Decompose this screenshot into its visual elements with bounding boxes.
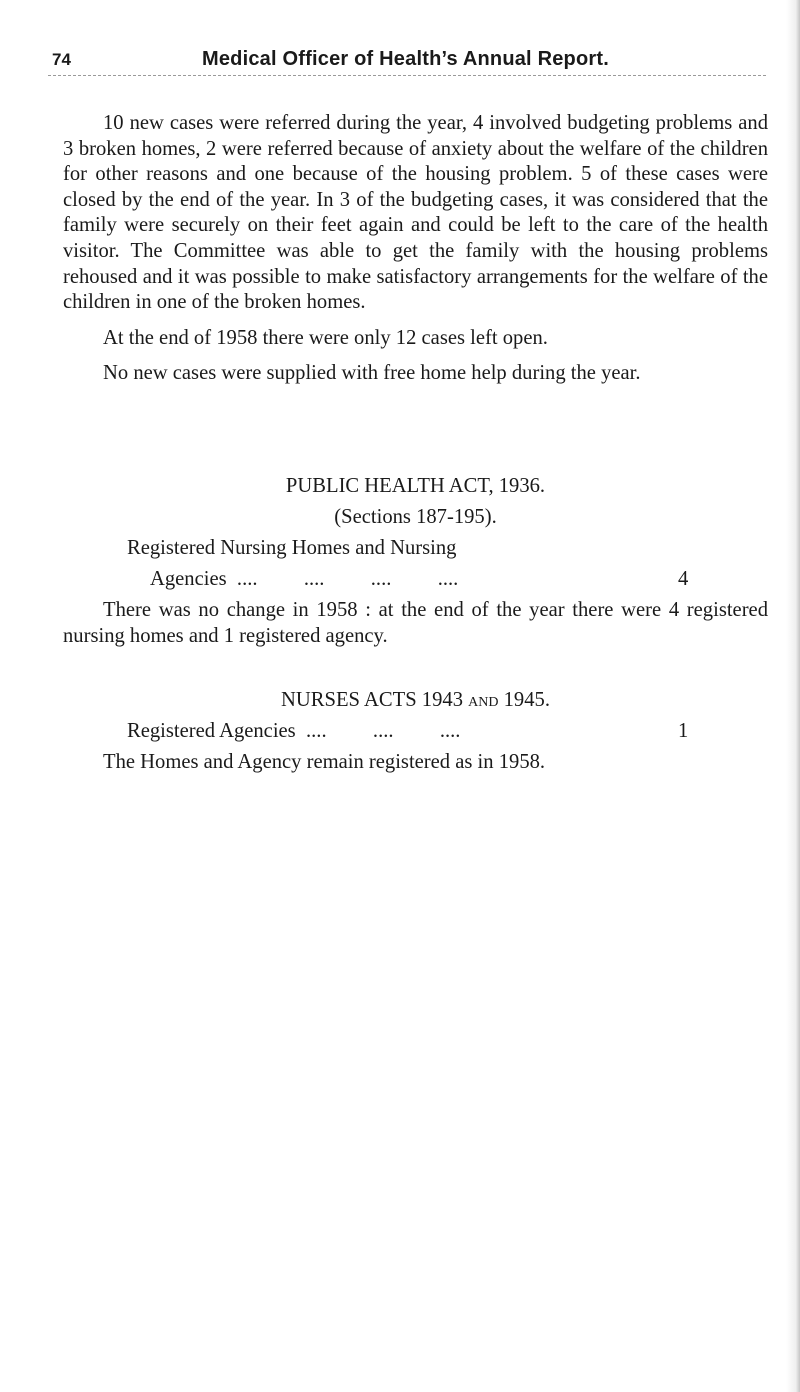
nurses-acts-heading-suffix: 1945.: [498, 689, 550, 711]
nurses-acts-heading: [63, 688, 768, 714]
paragraph-home-help: No new cases were supplied with free home help during the year.: [103, 362, 641, 385]
header-rule: [48, 75, 766, 76]
body-text: [63, 111, 768, 387]
nursing-homes-entry-line1: Registered Nursing Homes and Nursing: [127, 537, 457, 559]
nurses-acts-note: The Homes and Agency remain registered as in 1958.: [103, 751, 546, 773]
nurses-acts-heading-and: and: [468, 689, 499, 711]
paragraph-cases-open: At the end of 1958 there were only 12 cases left open.: [103, 326, 548, 349]
registered-agencies-count: 1: [678, 720, 689, 742]
running-title: Medical Officer of Health’s Annual Report.: [202, 48, 609, 70]
public-health-note: There was no change in 1958 : at the end of the year there were 4 registered nursing homes and 1 registered agency.: [63, 599, 768, 647]
page-edge-shadow: [786, 0, 800, 1392]
nursing-homes-count: 4: [678, 568, 689, 590]
public-health-heading: PUBLIC HEALTH ACT, 1936.: [285, 475, 546, 497]
nurses-acts-heading-prefix: NURSES ACTS 1943: [281, 689, 469, 711]
registered-agencies-entry: Registered Agencies .... .... ....: [127, 720, 461, 742]
paragraph-referred-cases: 10 new cases were referred during the year, 4 involved budgeting problems and 3 broken homes, 2 were referred because of anxiety about the welfare of the children for other reasons and one because of the housing problem. 5 of these cases were closed by the end of the year. In 3 of the budgeting cases, it was considered that the family were securely on their feet again and could be left to the care of the health visitor. The Committee was able to get the family with the housing problems rehoused and it was possible to make satisfactory arrangements for the welfare of the children in one of the broken homes.: [63, 112, 768, 314]
page-number: 74: [52, 50, 71, 69]
public-health-subheading: (Sections 187-195).: [334, 506, 497, 528]
nursing-homes-entry-line2: Agencies .... .... .... ....: [150, 568, 459, 590]
